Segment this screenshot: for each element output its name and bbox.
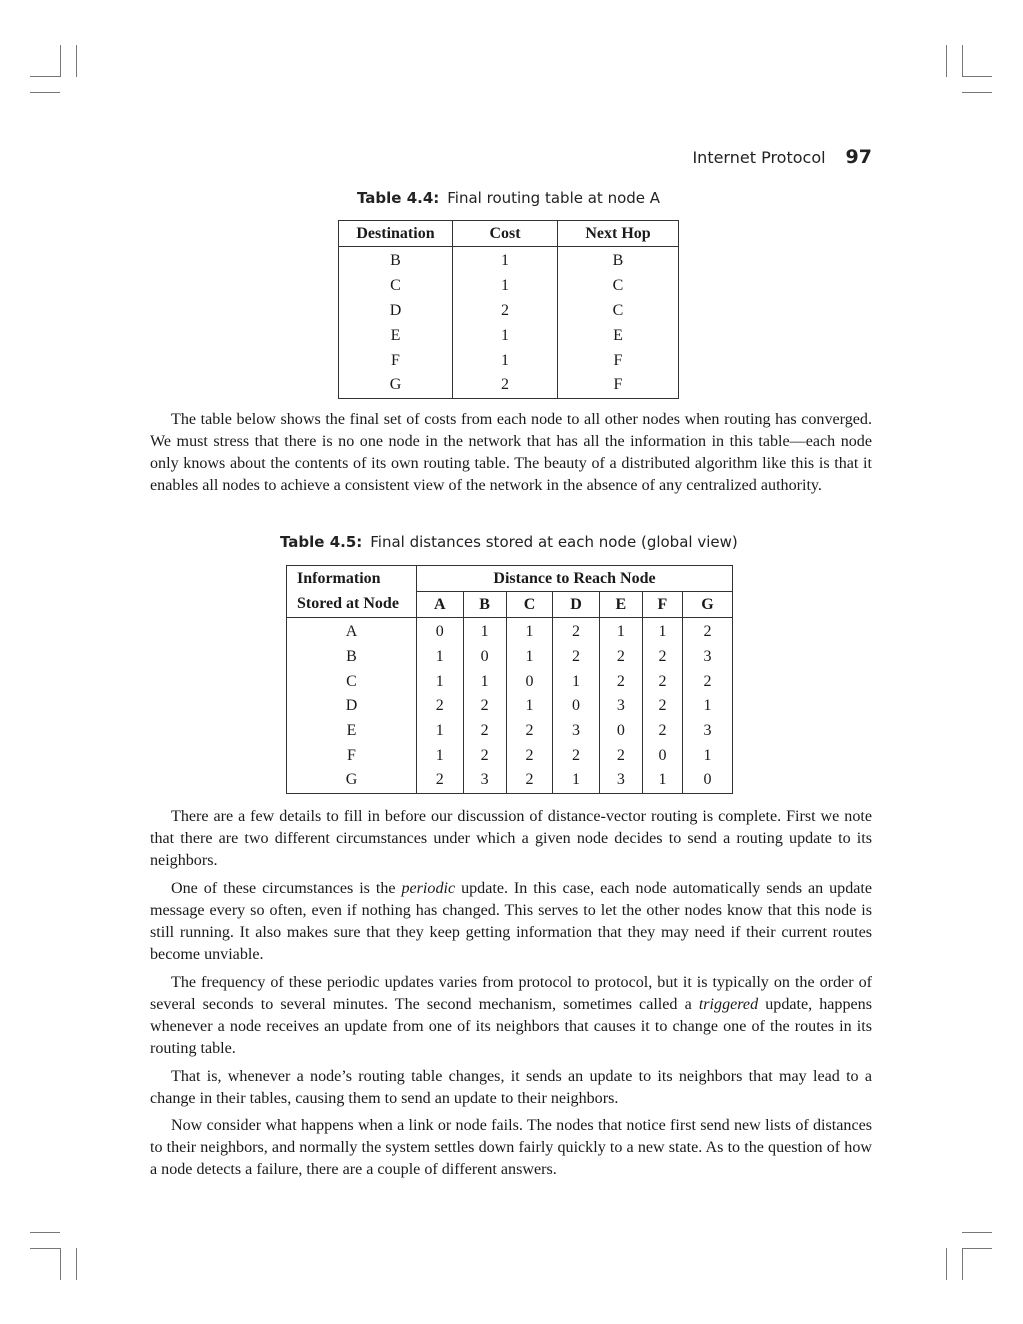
body-paragraph: Now consider what happens when a link or node fails. The nodes that notice first send new lists of distances to their neighbors, and normally the system settles down fairly quickly to a new state. As to the question of how a node detects a failure, there are a couple of different answers. [150, 1117, 872, 1178]
table-cell: 1 [453, 247, 558, 274]
row-node-label: D [287, 694, 417, 719]
distance-cell: 2 [642, 694, 682, 719]
crop-mark [60, 1248, 61, 1280]
table-row [287, 768, 733, 793]
table-cell: E [558, 323, 679, 348]
distance-cell: 3 [599, 768, 642, 793]
distance-cell: 1 [417, 645, 464, 670]
column-header: D [553, 592, 600, 618]
text-span: One of these circumstances is the [171, 880, 402, 897]
crop-mark [60, 45, 61, 77]
distance-cell: 3 [682, 719, 732, 744]
distance-cell: 2 [599, 645, 642, 670]
table-cell: 1 [453, 323, 558, 348]
body-paragraph [150, 878, 872, 966]
distance-cell: 0 [682, 768, 732, 793]
row-node-label: A [287, 618, 417, 645]
corner-header-line2: Stored at Node [287, 592, 417, 618]
distance-cell: 0 [463, 645, 506, 670]
emphasis-text: triggered [698, 996, 759, 1013]
table-label: Table 4.5: [280, 533, 363, 551]
text-span: The frequency of these periodic updates varies from protocol to protocol, but it is typically on the order of several seconds to several minutes. The second mechanism, sometimes called a [150, 974, 872, 1013]
distance-cell: 1 [463, 618, 506, 645]
crop-mark [30, 1232, 60, 1233]
distance-cell: 2 [642, 719, 682, 744]
table-row [287, 719, 733, 744]
page-number: 97 [845, 146, 872, 168]
column-header: E [599, 592, 642, 618]
distance-cell: 1 [553, 768, 600, 793]
body-paragraph [150, 972, 872, 1060]
text-span: update, happens whenever a node receives an update from one of its neighbors that causes it to change one of the routes in its routing table. [150, 996, 872, 1057]
corner-header-line1: Information [287, 566, 417, 592]
text-span: update. In this case, each node automatically sends an update message every so often, even if nothing has changed. This serves to let the other nodes know that this node is still running. It also makes sure that they keep getting information that they may need if their current routes become unviable. [150, 880, 873, 963]
table-4-4-caption [357, 189, 660, 207]
distance-cell: 0 [417, 618, 464, 645]
distance-cell: 3 [599, 694, 642, 719]
distance-cell: 3 [553, 719, 600, 744]
distance-cell: 0 [642, 743, 682, 768]
column-header: A [417, 592, 464, 618]
table-cell: 2 [453, 373, 558, 398]
table-cell: C [339, 274, 453, 299]
table-row [339, 373, 679, 398]
distance-cell: 1 [553, 669, 600, 694]
distance-cell: 2 [463, 694, 506, 719]
distance-cell: 2 [682, 618, 732, 645]
table-cell: 1 [453, 274, 558, 299]
distance-cell: 3 [463, 768, 506, 793]
distance-cell: 0 [506, 669, 553, 694]
distance-cell: 3 [682, 645, 732, 670]
distance-cell: 1 [642, 618, 682, 645]
table-cell: C [558, 299, 679, 324]
table-row [339, 323, 679, 348]
distance-cell: 1 [417, 719, 464, 744]
distance-cell: 0 [599, 719, 642, 744]
group-header: Distance to Reach Node [417, 566, 733, 592]
crop-mark [30, 1248, 60, 1249]
table-row [287, 743, 733, 768]
distance-cell: 2 [506, 719, 553, 744]
distance-cell: 0 [553, 694, 600, 719]
distance-cell: 2 [417, 694, 464, 719]
crop-mark [946, 1248, 947, 1280]
table-cell: F [558, 373, 679, 398]
crop-mark [76, 1248, 77, 1280]
row-node-label: B [287, 645, 417, 670]
distance-cell: 2 [642, 669, 682, 694]
table-4-5-caption [280, 533, 738, 551]
table-cell: F [339, 348, 453, 373]
table-cell: F [558, 348, 679, 373]
row-node-label: F [287, 743, 417, 768]
running-header [692, 146, 872, 168]
crop-mark [946, 45, 947, 77]
column-header: Cost [453, 221, 558, 247]
distance-cell: 2 [553, 618, 600, 645]
table-cell: B [558, 247, 679, 274]
table-row [287, 645, 733, 670]
distance-cell: 2 [463, 743, 506, 768]
column-header: G [682, 592, 732, 618]
table-cell: B [339, 247, 453, 274]
distance-cell: 2 [553, 743, 600, 768]
distance-cell: 1 [417, 669, 464, 694]
distance-cell: 2 [599, 743, 642, 768]
emphasis-text: periodic [401, 880, 456, 897]
table-cell: C [558, 274, 679, 299]
distance-cell: 1 [506, 618, 553, 645]
row-node-label: C [287, 669, 417, 694]
distance-cell: 2 [599, 669, 642, 694]
crop-mark [962, 1248, 963, 1280]
crop-mark [30, 92, 60, 93]
distance-cell: 2 [506, 743, 553, 768]
table-cell: G [339, 373, 453, 398]
table-row [339, 299, 679, 324]
distance-cell: 1 [417, 743, 464, 768]
body-paragraph: There are a few details to fill in before our discussion of distance-vector routing is complete. First we note that there are two different circumstances under which a given node decides to send a routing update to its neighbors. [150, 808, 872, 869]
table-row [287, 669, 733, 694]
table-cell: 1 [453, 348, 558, 373]
distance-cell: 2 [417, 768, 464, 793]
distance-cell: 1 [599, 618, 642, 645]
distance-cell: 2 [506, 768, 553, 793]
crop-mark [76, 45, 77, 77]
table-row [339, 348, 679, 373]
column-header: Destination [339, 221, 453, 247]
crop-mark [962, 1248, 992, 1249]
body-paragraph: That is, whenever a node’s routing table changes, it sends an update to its neighbors that may lead to a change in their tables, causing them to send an update to their neighbors. [150, 1068, 872, 1107]
running-title: Internet Protocol [692, 148, 826, 167]
table-label: Table 4.4: [357, 189, 440, 207]
column-header: F [642, 592, 682, 618]
distance-cell: 1 [506, 694, 553, 719]
table-row [287, 694, 733, 719]
table-caption-text: Final routing table at node A [447, 189, 661, 207]
table-row [339, 247, 679, 274]
table-row [287, 618, 733, 645]
distance-cell: 2 [553, 645, 600, 670]
crop-mark [962, 92, 992, 93]
body-paragraph: The table below shows the final set of costs from each node to all other nodes when routing has converged. We must stress that there is no one node in the network that has all the information in this table—each node only knows about the contents of its own routing table. The beauty of a distributed algorithm like this is that it enables all nodes to achieve a consistent view of the network in the absence of any centralized authority. [150, 411, 872, 494]
distance-cell: 1 [682, 694, 732, 719]
table-cell: 2 [453, 299, 558, 324]
column-header: Next Hop [558, 221, 679, 247]
table-row [339, 274, 679, 299]
distance-cell: 2 [642, 645, 682, 670]
routing-table-node-a [338, 220, 679, 399]
crop-mark [30, 76, 60, 77]
distance-cell: 1 [506, 645, 553, 670]
crop-mark [962, 1232, 992, 1233]
distance-table-body [287, 618, 733, 794]
table-cell: D [339, 299, 453, 324]
distance-cell: 1 [463, 669, 506, 694]
table-caption-text: Final distances stored at each node (global view) [370, 533, 738, 551]
column-header: C [506, 592, 553, 618]
distance-cell: 2 [463, 719, 506, 744]
crop-mark [962, 76, 992, 77]
distance-cell: 1 [682, 743, 732, 768]
row-node-label: G [287, 768, 417, 793]
table-cell: E [339, 323, 453, 348]
distance-cell: 1 [642, 768, 682, 793]
column-header: B [463, 592, 506, 618]
crop-mark [962, 45, 963, 77]
global-distance-table [286, 565, 733, 794]
distance-cell: 2 [682, 669, 732, 694]
row-node-label: E [287, 719, 417, 744]
